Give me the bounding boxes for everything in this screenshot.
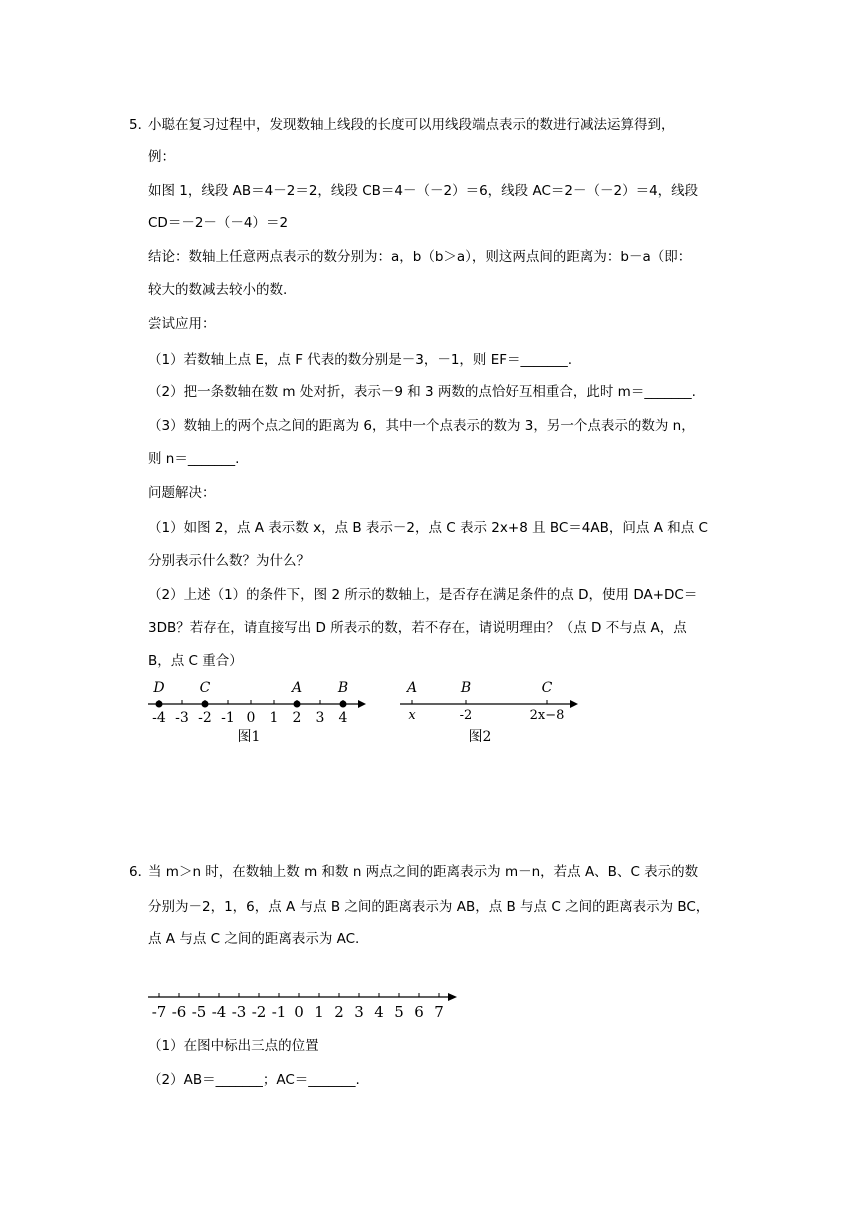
tick-label: 0 xyxy=(246,710,256,726)
tick-label: 2 xyxy=(334,1003,344,1021)
question-5-line-2: 例： xyxy=(148,149,175,165)
question-5-line-1: 小聪在复习过程中，发现数轴上线段的长度可以用线段端点表示的数进行减法运算得到， xyxy=(148,117,675,133)
figure-1-number-line xyxy=(140,676,380,746)
tick-label: 5 xyxy=(394,1003,404,1021)
axis-arrow xyxy=(570,700,578,708)
tick-label: -6 xyxy=(171,1003,187,1021)
figure-3-number-line xyxy=(140,985,470,1025)
tick-label: -2 xyxy=(198,710,212,726)
point-label: A xyxy=(291,680,303,696)
figure-caption: 图1 xyxy=(237,729,261,745)
value-label: 2x−8 xyxy=(529,708,565,723)
tick-label: -3 xyxy=(231,1003,247,1021)
tick-label: -2 xyxy=(251,1003,267,1021)
question-5-line-6: 较大的数减去较小的数. xyxy=(148,282,288,298)
tick-label: 1 xyxy=(314,1003,324,1021)
tick-label: 4 xyxy=(374,1003,384,1021)
tick-label: -5 xyxy=(191,1003,207,1021)
question-5-number: 5． xyxy=(129,117,152,133)
question-5-line-9: （2）把一条数轴在数 m 处对折，表示－9 和 3 两数的点恰好互相重合，此时 m＝_______. xyxy=(148,384,696,400)
question-6-line-5: （2）AB＝_______；AC＝_______. xyxy=(148,1072,360,1088)
axis-arrow xyxy=(358,700,366,708)
point-label: C xyxy=(541,680,553,696)
tick-label: -7 xyxy=(151,1003,167,1021)
point-label: D xyxy=(153,680,165,696)
question-5-line-16: 3DB？若存在，请直接写出 D 所表示的数，若不存在，请说明理由？（点 D 不与点 A，点 xyxy=(148,620,687,636)
question-6-line-4: （1）在图中标出三点的位置 xyxy=(148,1038,319,1054)
axis-arrow xyxy=(448,993,457,1001)
point-dot xyxy=(340,701,347,708)
question-5-line-5: 结论：数轴上任意两点表示的数分别为：a，b（b＞a），则这两点间的距离为：b－a（即： xyxy=(148,249,692,265)
tick-label: 2 xyxy=(292,710,302,726)
tick-label: -3 xyxy=(175,710,189,726)
point-label: C xyxy=(199,680,211,696)
tick-label: 7 xyxy=(434,1003,444,1021)
question-5-line-10: （3）数轴上的两个点之间的距离为 6，其中一个点表示的数为 3，另一个点表示的数为 n， xyxy=(148,418,695,434)
question-5-line-4: CD＝－2－（－4）＝2 xyxy=(148,215,289,231)
tick-label: -4 xyxy=(211,1003,227,1021)
question-5-line-13: （1）如图 2，点 A 表示数 x，点 B 表示－2，点 C 表示 2x+8 且 BC＝4AB，问点 A 和点 C xyxy=(148,520,708,536)
question-6-line-1: 当 m＞n 时，在数轴上数 m 和数 n 两点之间的距离表示为 m－n，若点 A、B、C 表示的数 xyxy=(148,864,699,880)
question-6-number: 6． xyxy=(129,864,152,880)
question-5-line-15: （2）上述（1）的条件下，图 2 所示的数轴上，是否存在满足条件的点 D，使用 DA+DC＝ xyxy=(148,587,698,603)
tick-label: -4 xyxy=(152,710,166,726)
point-dot xyxy=(202,701,209,708)
point-label: B xyxy=(337,680,349,696)
tick-label: 3 xyxy=(354,1003,364,1021)
tick-label: 4 xyxy=(338,710,348,726)
value-label: x xyxy=(408,708,416,723)
figure-1 xyxy=(140,676,380,746)
figure-caption: 图2 xyxy=(468,729,492,745)
figure-3 xyxy=(140,985,470,1025)
tick-label: 1 xyxy=(269,710,279,726)
question-5-line-14: 分别表示什么数？为什么？ xyxy=(148,553,310,569)
tick-label: 0 xyxy=(294,1003,304,1021)
question-5-line-12: 问题解决： xyxy=(148,485,216,501)
question-6-line-2: 分别为－2，1，6，点 A 与点 B 之间的距离表示为 AB，点 B 与点 C 之间的距离表示为 BC， xyxy=(148,899,710,915)
figure-2 xyxy=(395,676,595,746)
point-dot xyxy=(294,701,301,708)
question-6-line-3: 点 A 与点 C 之间的距离表示为 AC. xyxy=(148,931,360,947)
question-5-line-8: （1）若数轴上点 E，点 F 代表的数分别是－3，－1，则 EF＝_______. xyxy=(148,352,573,368)
tick-label: -1 xyxy=(271,1003,287,1021)
question-5-line-7: 尝试应用： xyxy=(148,316,216,332)
figure-2-number-line xyxy=(395,676,595,746)
value-label: -2 xyxy=(459,708,473,723)
point-label: A xyxy=(406,680,418,696)
question-5-line-17: B，点 C 重合） xyxy=(148,653,243,669)
point-label: B xyxy=(460,680,472,696)
point-dot xyxy=(156,701,163,708)
tick-label: -1 xyxy=(221,710,235,726)
question-5-line-11: 则 n＝_______. xyxy=(148,451,240,467)
question-5-line-3: 如图 1，线段 AB＝4－2＝2，线段 CB＝4－（－2）＝6，线段 AC＝2－（－2）＝4，线段 xyxy=(148,183,699,199)
tick-label: 6 xyxy=(414,1003,424,1021)
tick-label: 3 xyxy=(315,710,325,726)
